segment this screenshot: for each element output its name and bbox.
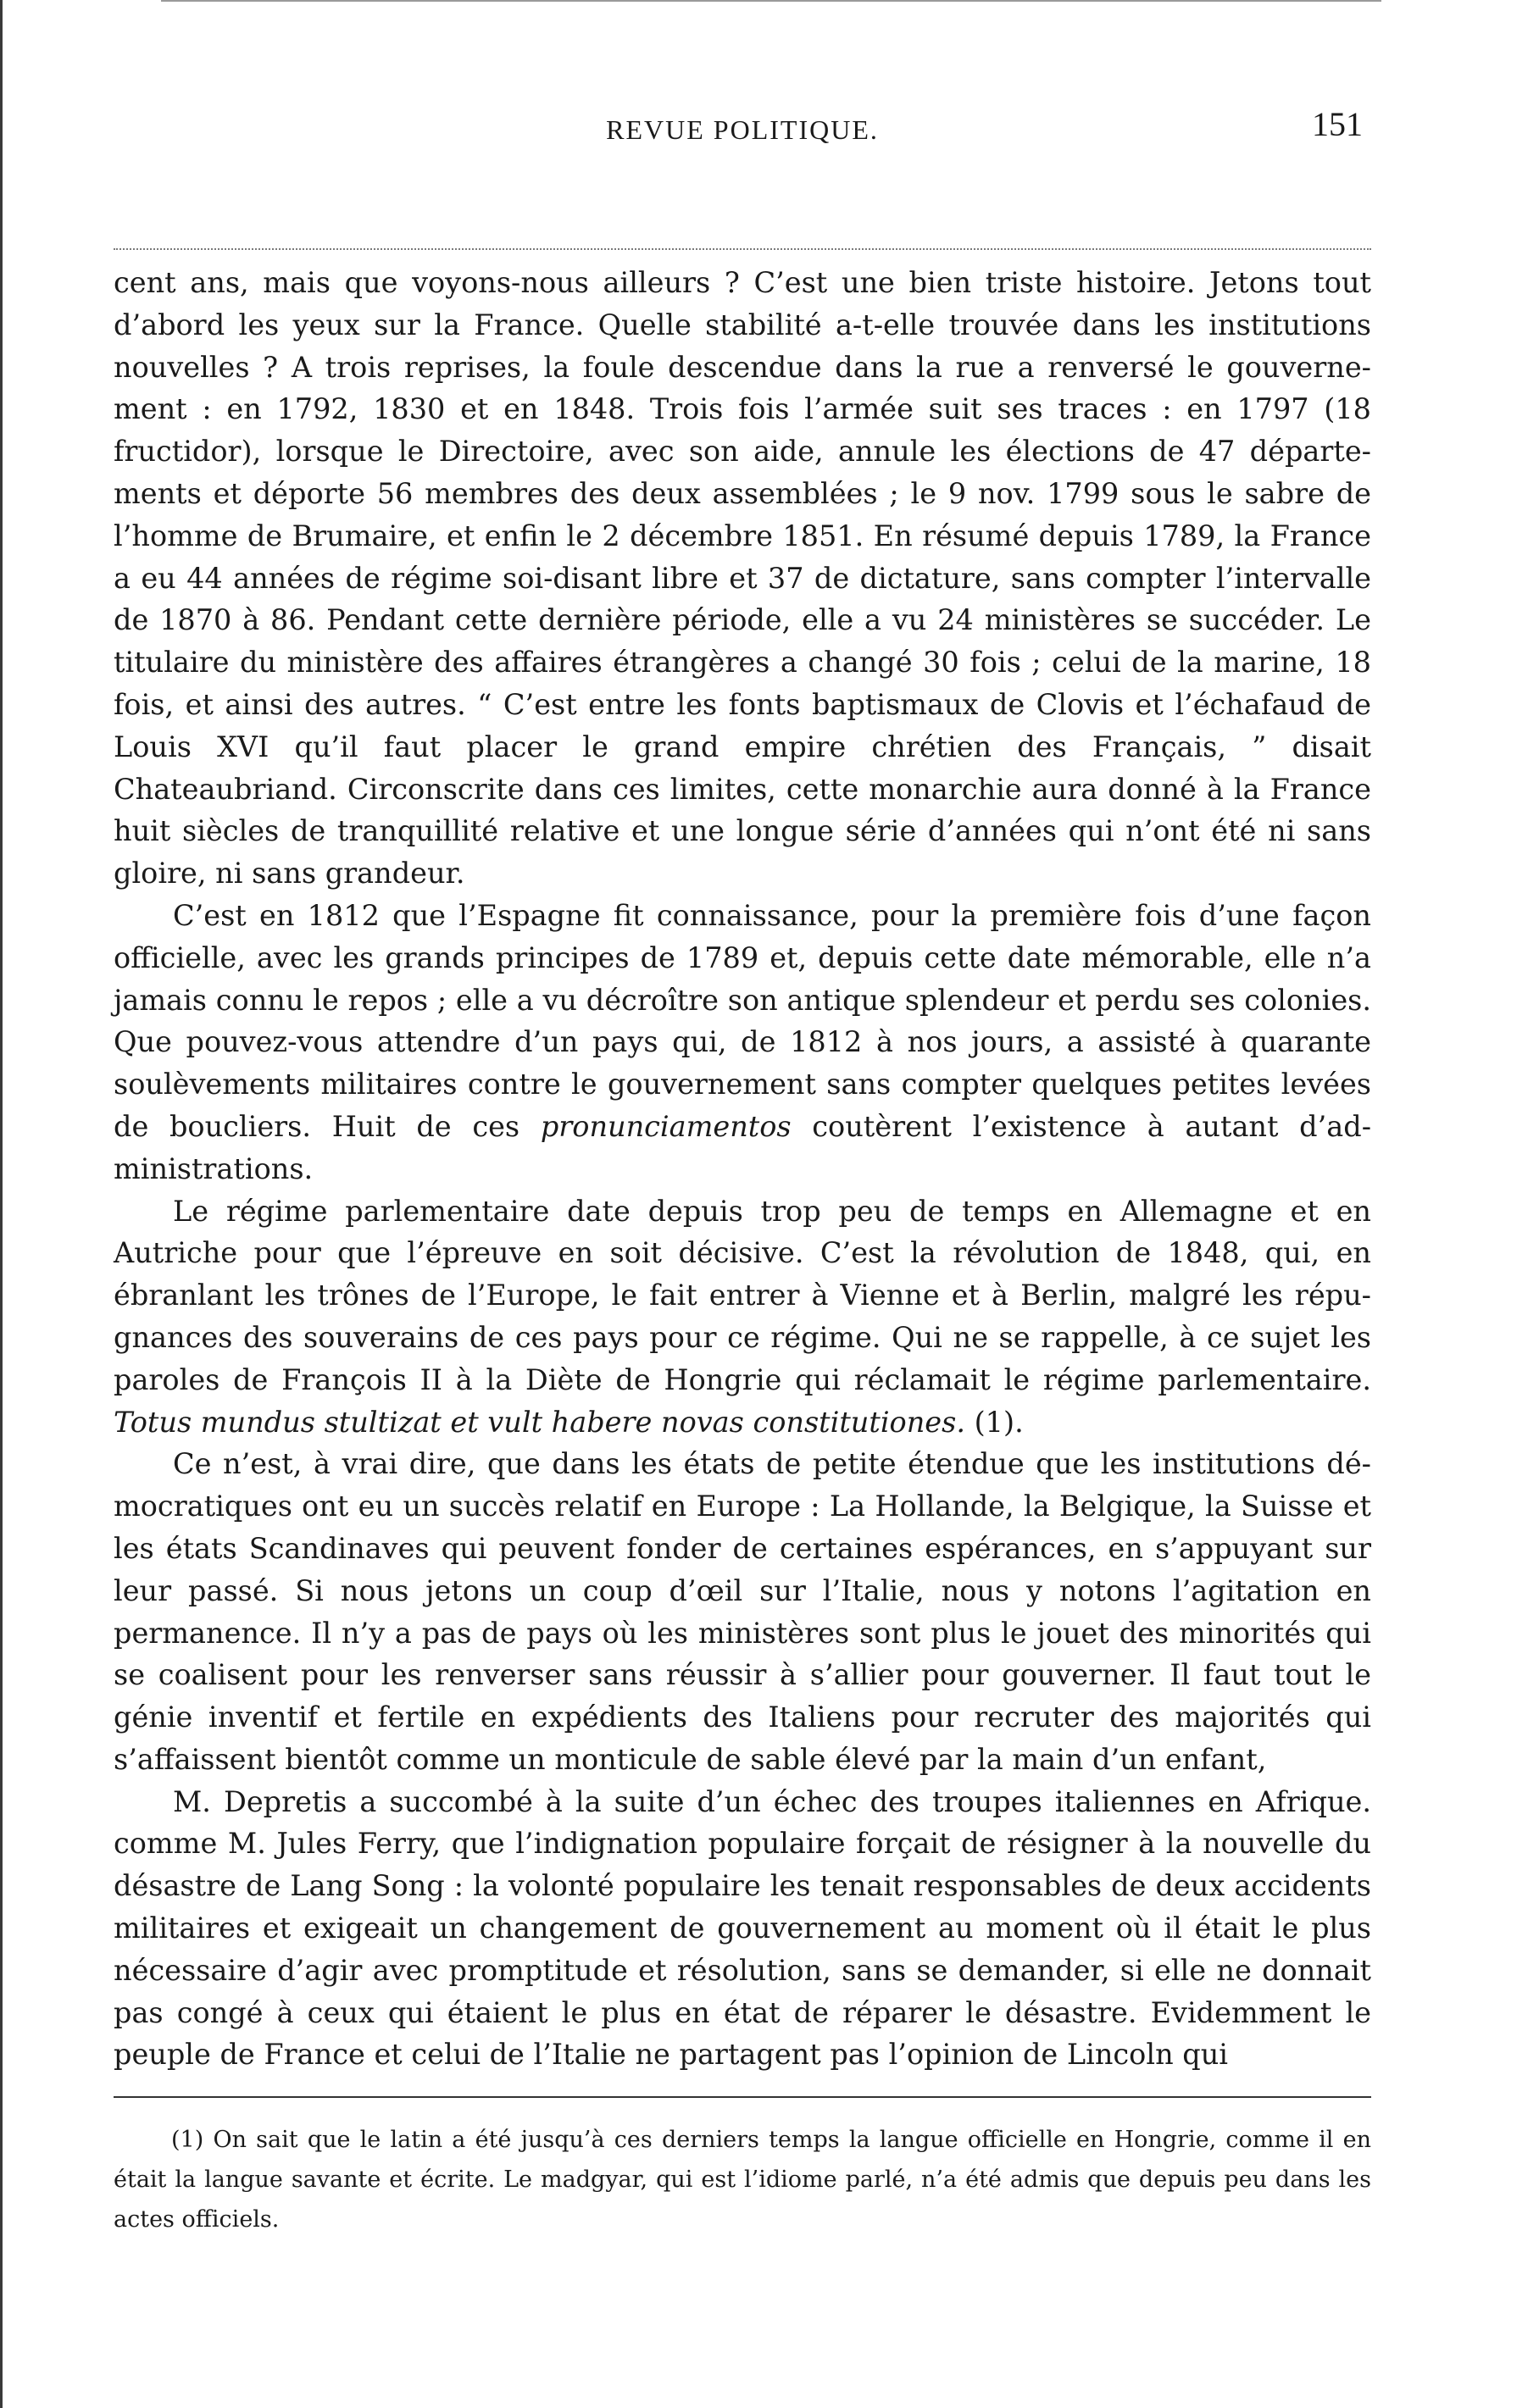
- paragraph-2: [114, 895, 1371, 1190]
- paragraph-2-italic: pronunciamentos: [540, 1109, 792, 1143]
- paragraph-3-text-a: Le régime parlementaire date depuis trop peu de temps en Allemagne et en Autriche pour que l’épreuve en soit décisive. C’est la révolution de 1848, qui, en ébranlant les trônes de l’Europe, le fait entrer à Vienne et à Berlin, malgré les répugnances des souverains de ces pays pour ce régime. Qui ne se rappelle, à ce sujet les paroles de François II à la Diète de Hongrie qui réclamait le régime parlementaire.: [114, 1194, 1371, 1396]
- scan-left-edge: [0, 0, 3, 2408]
- scan-top-edge: [161, 0, 1381, 2]
- paragraph-3-italic: Totus mundus stultizat et vult habere novas constitutiones.: [114, 1405, 965, 1439]
- footnote-rule: [114, 2096, 1371, 2098]
- document-page: [114, 89, 1371, 2239]
- paragraph-1: cent ans, mais que voyons-nous ailleurs ? C’est une bien triste histoire. Jetons tout d’abord les yeux sur la France. Quelle stabilité a-t-elle trouvée dans les institutions nouvelles ? A trois reprises, la foule descendue dans la rue a renversé le gouvernement : en 1792, 1830 et en 1848. Trois fois l’armée suit ses traces : en 1797 (18 fructidor), lorsque le Directoire, avec son aide, annule les élections de 47 départements et déporte 56 membres des deux assemblées ; le 9 nov. 1799 sous le sabre de l’homme de Brumaire, et enfin le 2 décembre 1851. En résumé depuis 1789, la France a eu 44 années de régime soi-disant libre et 37 de dictature, sans compter l’intervalle de 1870 à 86. Pendant cette dernière période, elle a vu 24 ministères se succéder. Le titulaire du ministère des affaires étrangères a changé 30 fois ; celui de la marine, 18 fois, et ainsi des autres. “ C’est entre les fonts baptismaux de Clovis et l’échafaud de Louis XVI qu’il faut placer le grand empire chrétien des Français, ” disait Chateaubriand. Circonscrite dans ces limites, cette monarchie aura donné à la France huit siècles de tranquillité relative et une longue série d’années qui n’ont été ni sans gloire, ni sans grandeur.: [114, 266, 1371, 891]
- paragraph-3: [114, 1190, 1371, 1444]
- body-text: [114, 262, 1371, 2076]
- paragraph-2-text-b: coutèrent l’existence à autant d’administrations.: [114, 1109, 1372, 1185]
- page-number: 151: [1312, 105, 1363, 143]
- footnote: (1) On sait que le latin a été jusqu’à ces derniers temps la langue officielle en Hongrie, comme il en était la langue savante et écrite. Le madgyar, qui est l’idiome parlé, n’a été admis que depuis peu dans les actes officiels.: [114, 2127, 1371, 2233]
- running-header: [114, 89, 1371, 157]
- running-title: REVUE POLITIQUE.: [606, 114, 879, 145]
- paragraph-5: M. Depretis a succombé à la suite d’un échec des troupes italiennes en Afrique. comme M. Jules Ferry, que l’indignation populaire forçait de résigner à la nouvelle du désastre de Lang Song : la volonté populaire les tenait responsables de deux accidents militaires et exigeait un changement de gouvernement au moment où il était le plus nécessaire d’agir avec promptitude et résolution, sans se demander, si elle ne donnait pas congé à ceux qui étaient le plus en état de réparer le désastre. Evidemment le peuple de France et celui de l’Italie ne partagent pas l’opinion de Lincoln qui: [114, 1784, 1371, 2072]
- header-rule: [114, 248, 1371, 250]
- paragraph-4: Ce n’est, à vrai dire, que dans les états de petite étendue que les institutions démocratiques ont eu un succès relatif en Europe : La Hollande, la Belgique, la Suisse et les états Scandinaves qui peuvent fonder de certaines espérances, en s’appuyant sur leur passé. Si nous jetons un coup d’œil sur l’Italie, nous y notons l’agitation en permanence. Il n’y a pas de pays où les ministères sont plus le jouet des minorités qui se coalisent pour les renverser sans réussir à s’allier pour gouverner. Il faut tout le génie inventif et fertile en expédients des Italiens pour recruter des majorités qui s’affaissent bientôt comme un monticule de sable élevé par la main d’un enfant,: [114, 1447, 1371, 1776]
- paragraph-2-text-a: C’est en 1812 que l’Espagne fit connaissance, pour la première fois d’une façon officielle, avec les grands principes de 1789 et, depuis cette date mémorable, elle n’a jamais connu le repos ; elle a vu décroître son antique splendeur et perdu ses colonies. Que pouvez-vous attendre d’un pays qui, de 1812 à nos jours, a assisté à quarante soulèvements militaires contre le gouvernement sans compter quelques petites levées de boucliers. Huit de ces: [114, 898, 1371, 1143]
- paragraph-3-text-b: (1).: [964, 1405, 1024, 1439]
